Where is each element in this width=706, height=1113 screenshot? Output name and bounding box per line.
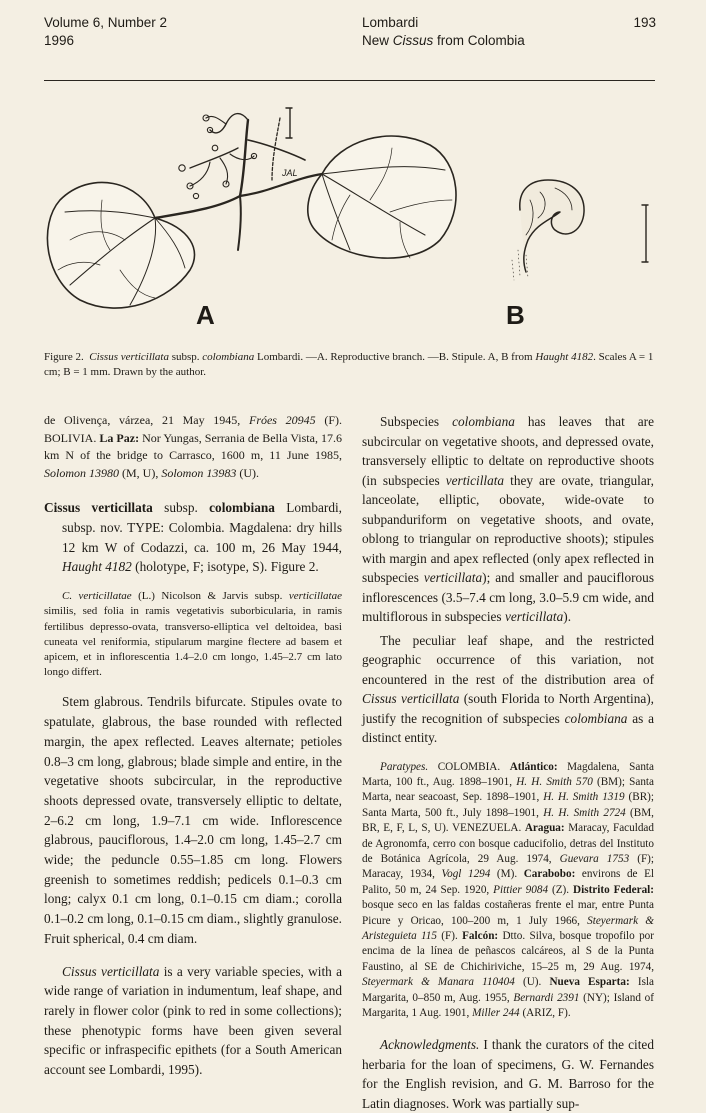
variability-paragraph: Cissus verticillata is a very variable species, with a wide range of variation in indumentum, leaf shape, and rarely in flower color (pink to red in some collections); these phenotypic forms have been given several specific or infraspecific epithets (for a South American account see Lombardi, 1995).: [44, 963, 343, 1078]
running-header-left: [44, 14, 167, 50]
taxon-heading: Cissus verticillata subsp. colombiana Lombardi, subsp. nov. TYPE: Colombia. Magdalena: dry hills 12 km W of Codazzi, ca. 100 m, 26 May 1944, Haught 4182 (holotype, F; isotype, S). Figure 2.: [44, 500, 342, 575]
running-header-center: [362, 14, 525, 50]
artist-signature: JAL: [282, 168, 298, 178]
figure-caption: Figure 2. Cissus verticillata subsp. colombiana Lombardi. —A. Reproductive branch. —B. Stipule. A, B from Haught 4182. Scales A = 1 cm; B = 1 mm. Drawn by the author.: [44, 351, 654, 378]
latin-diagnosis: C. verticillatae (L.) Nicolson & Jarvis subsp. verticillatae similis, sed folia in ramis vegetativis suborbicularia, in ramis fertilibus depresso-ovata, transverso-elliptica vel deltoidea, basi cuneata vel reniformia, stipularum margine flectere ad basem et apicem, et in inflorescentia 1.4–2.0 cm longo, 1.45–2.7 cm lato longo differt.: [44, 590, 342, 679]
header-author: Lombardi: [362, 15, 419, 30]
page-number: 193: [633, 15, 656, 30]
acknowledgments-paragraph: Acknowledgments. I thank the curators of the cited herbaria for the loan of specimens, G. W. Fernandes for the English revision, and G. M. Barroso for the Latin diagnoses. Work was partially sup-: [362, 1037, 654, 1111]
figure-label-b: B: [506, 300, 525, 330]
paratypes-list: Paratypes. COLOMBIA. Atlántico: Magdalena, Santa Marta, 100 ft., Aug. 1898–1901, H. H. Smith 570 (BM); Santa Marta, near seacoast, Sep. 1898–1901, H. H. Smith 1319 (BR); Santa Marta, 500 ft., July 1898–1901, H. H. Smith 2724 (BM, BR, E, F, L, S, U). VENEZUELA. Aragua: Maracay, Faculdad de Agronomfa, cerro con bosque caducifolio, detras del Instituto de Botánica Agrícola, 29 Aug. 1974, Guevara 1753 (F); Maracay, 1934, Vogl 1294 (M). Carabobo: environs de El Palito, 50 m, 24 Sep. 1920, Pittier 9084 (Z). Distrito Federal: bosque seco en las faldas costañeras frente el mar, entre Punta Picure y Oricao, 100–200 m, 1 July 1966, Steyermark & Aristeguieta 115 (F). Falcón: Dtto. Silva, bosque tropofilo por encima de la línea de peñascos calcáreos, al S de la Punta Faustino, al SE de Chichiriviche, 15–25 m, 29 Aug. 1974, Steyermark & Manara 110404 (U). Nueva Esparta: Isla Margarita, 0–850 m, Aug. 1955, Bernardi 2391 (NY); Island of Margarita, 1 Aug. 1901, Miller 244 (ARIZ, F).: [362, 760, 655, 1019]
description-paragraph: Stem glabrous. Tendrils bifurcate. Stipules ovate to spatulate, glabrous, the base rounded with reflected margin, the apex reflected. Leaves alternate; petioles 0.8–3 cm long, glabrous; blade simple and entire, in the vegetative shoots subcircular, in the reproductive shoots depressed ovate, transversely elliptic to deltate, 2–6.2 cm long, 1.9–7.1 cm wide. Inflorescence glabrous, pauciflorous, 1.4–2.0 cm long, 1.45–2.7 cm wide; the peduncle 0.55–1.85 cm long. Flowers greenish to sometimes reddish; pedicels 0.1–0.3 cm long; calyx 0.1 cm long, 0.1–0.15 cm diam.; corolla 0.1–0.2 cm long, 0.1–0.15 cm diam., slightly granulose. Fruit spherical, 0.4 cm diam.: [44, 694, 342, 946]
comparison-paragraph: Subspecies colombiana has leaves that are subcircular on vegetative shoots, and depressed ovate, transversely elliptic to deltate on reproductive shoots (in subspecies verticillata they are ovate, triangular, lanceolate, elliptic, obovate, wide-ovate to subpanduriform on vegetative shoots, and ovate, oblong to triangular on reproductive shoots); stipules with margin and apex reflected (only apex reflected in subspecies verticillata); and smaller and pauciflorous inflorescences (3.5–7.4 cm long, 3.0–5.9 cm wide, and multiflorous in subspecies verticillata).: [362, 414, 655, 624]
journal-year: 1996: [44, 33, 75, 48]
specimen-list-continued: de Olivença, várzea, 21 May 1945, Fróes 20945 (F). BOLIVIA. La Paz: Nor Yungas, Serrania de Bella Vista, 17.6 km N of the bridge to Carrasco, 1600 m, 11 June 1985, Solomon 13980 (M, U), Solomon 13983 (U).: [44, 413, 343, 480]
header-title: New Cissus from Colombia: [362, 33, 525, 48]
header-rule: [44, 80, 655, 81]
justification-paragraph: The peculiar leaf shape, and the restricted geographic occurrence of this variation, not encountered in the rest of the distribution area of Cissus verticillata (south Florida to North Argentina), justify the recognition of subspecies colombiana as a distinct entity.: [362, 632, 654, 745]
journal-volume: Volume 6, Number 2: [44, 15, 168, 30]
figure-label-a: A: [196, 300, 215, 330]
figure-2-illustration: [40, 100, 660, 345]
right-column: [362, 412, 654, 1113]
left-column: [44, 412, 342, 1080]
